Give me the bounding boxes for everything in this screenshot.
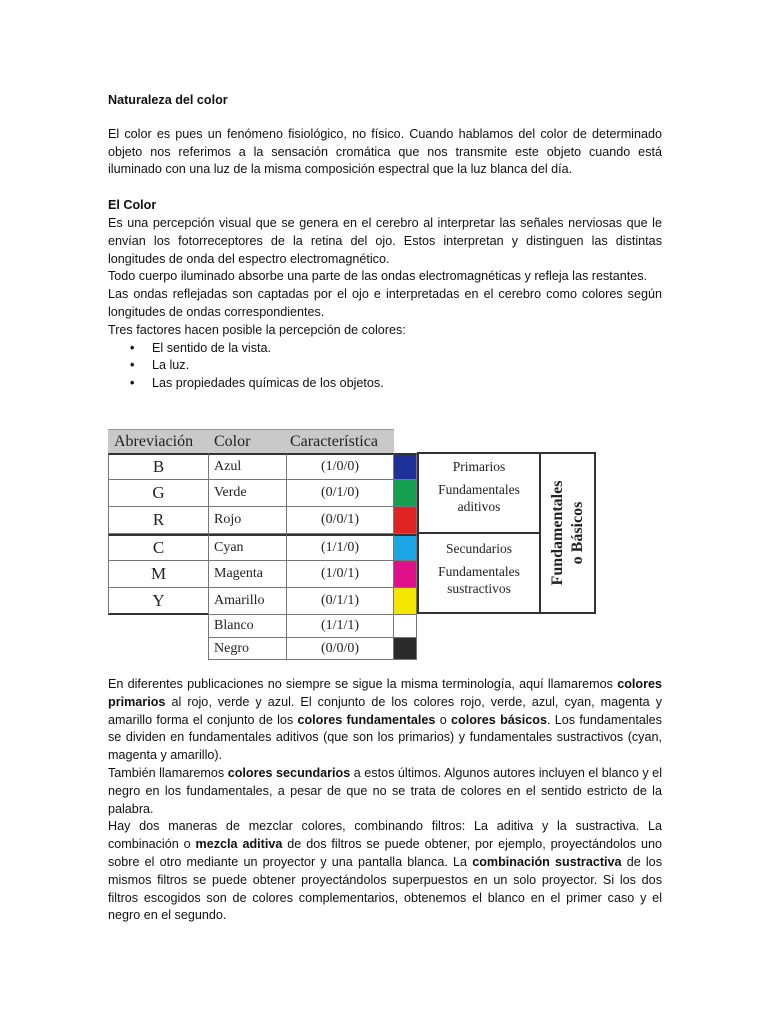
paragraph: Todo cuerpo iluminado absorbe una parte de las ondas electromagnéticas y refleja las restantes. [108, 269, 648, 284]
paragraph [108, 676, 662, 765]
factor-list [108, 340, 662, 393]
bold-term: colores básicos [451, 712, 547, 727]
text-run: al rojo, verde y azul. El conjunto de los colores rojo, verde, azul, cyan, magenta y amarillo forma el conjunto de los [108, 694, 662, 727]
color-name-cell: Magenta [208, 561, 286, 588]
list-item: • El sentido de la vista. [108, 340, 662, 358]
header-spacer [394, 429, 417, 453]
document-body-continued [108, 676, 662, 925]
paragraph: Es una percepción visual que se genera en el cerebro al interpretar las señales nerviosas que le envían los fotorreceptores de la retina del ojo. Estos interpretan y distinguen las distintas longitudes de onda del espectro electromagnético. [108, 215, 662, 266]
bold-term: colores secundarios [227, 765, 351, 780]
section-heading: El Color [108, 198, 157, 213]
code-cell: (1/0/1) [286, 561, 394, 588]
group-sublabel: Fundamentales aditivos [438, 482, 520, 514]
empty-cell [108, 638, 208, 660]
color-name-cell: Blanco [208, 615, 286, 638]
swatch-white [394, 615, 417, 638]
abbr-cell: Y [108, 588, 208, 615]
code-cell: (0/0/1) [286, 507, 394, 534]
group-secondary [417, 532, 541, 614]
color-name-cell: Negro [208, 638, 286, 660]
code-cell: (0/1/0) [286, 480, 394, 507]
group-label: Secundarios [446, 541, 512, 556]
list-item: • La luz. [108, 357, 662, 375]
document-body [108, 92, 662, 393]
page-title: Naturaleza del color [108, 93, 228, 107]
paragraph: Las ondas reflejadas son captadas por el ojo e interpretadas en el cerebro como colores según longitudes de ondas correspondientes. [108, 287, 662, 319]
text-run: En diferentes publicaciones no siempre se sigue la misma terminología, aquí llamaremos [108, 677, 618, 691]
swatch-red [394, 507, 417, 534]
group-primary [417, 452, 541, 534]
text-run: de dos filtros se puede obtener, por ejemplo, proyectándolos uno sobre el otro mediante un proyector y una pantalla blanca. La [108, 837, 662, 869]
color-table-figure [108, 429, 596, 660]
text-run: de los mismos filtros se puede obtener proyectándolos superpuestos en un solo proyector. Si los dos filtros escogidos son de colores complementarios, obtenemos el blanco en el primer caso y el negro en el segundo. [108, 854, 662, 923]
header-characteristic: Característica [286, 429, 394, 453]
group-sublabel: Fundamentales sustractivos [438, 564, 520, 596]
code-cell: (1/1/1) [286, 615, 394, 638]
color-name-cell: Cyan [208, 534, 286, 561]
text-run: Hay dos maneras de mezclar colores, combinando filtros: La aditiva y la sustractiva. La combinación o [108, 819, 662, 852]
abbr-cell: M [108, 561, 208, 588]
color-name-cell: Amarillo [208, 588, 286, 615]
header-abbreviation: Abreviación [108, 429, 208, 453]
color-table [108, 429, 417, 660]
color-name-cell: Azul [208, 453, 286, 480]
bold-term: combinación sustractiva [472, 854, 622, 869]
code-cell: (1/1/0) [286, 534, 394, 561]
abbr-cell: C [108, 534, 208, 561]
abbr-cell: B [108, 453, 208, 480]
paragraph [108, 765, 662, 818]
swatch-yellow [394, 588, 417, 615]
abbr-cell: G [108, 480, 208, 507]
paragraph: Tres factores hacen posible la percepción de colores: [108, 322, 406, 337]
empty-cell [108, 615, 208, 638]
intro-paragraph: El color es pues un fenómeno fisiológico, no físico. Cuando hablamos del color de determinado objeto nos referimos a la sensación cromática que nos transmite este objeto cuando está iluminado con una luz de la misma composición espectral que la luz blanca del día. [108, 126, 662, 177]
vertical-label-line: Fundamentales [548, 480, 566, 586]
code-cell: (1/0/0) [286, 453, 394, 480]
group-fundamental [539, 452, 596, 614]
swatch-blue [394, 453, 417, 480]
header-color: Color [208, 429, 286, 453]
vertical-label [548, 481, 588, 586]
text-run: a estos últimos. Algunos autores incluyen el blanco y el negro en los fundamentales, a pesar de que no se trata de colores en el sentido estricto de la palabra. [108, 765, 662, 816]
vertical-label-line: o Básicos [568, 501, 586, 565]
swatch-cyan [394, 534, 417, 561]
bold-term: colores fundamentales [297, 712, 436, 727]
text-run: o [435, 712, 451, 727]
swatch-black [394, 638, 417, 660]
color-name-cell: Rojo [208, 507, 286, 534]
text-run: También llamaremos [108, 765, 228, 780]
paragraph [108, 818, 662, 925]
swatch-magenta [394, 561, 417, 588]
code-cell: (0/1/1) [286, 588, 394, 615]
abbr-cell: R [108, 507, 208, 534]
text-run: . Los fundamentales se dividen en fundamentales aditivos (que son los primarios) y fundamentales sustractivos (cyan, magenta y amarillo). [108, 712, 662, 763]
list-item: • Las propiedades químicas de los objetos. [108, 375, 662, 393]
swatch-green [394, 480, 417, 507]
bold-term: colores primarios [108, 677, 662, 709]
color-name-cell: Verde [208, 480, 286, 507]
group-label: Primarios [452, 459, 506, 474]
bold-term: mezcla aditiva [195, 837, 283, 852]
code-cell: (0/0/0) [286, 638, 394, 660]
